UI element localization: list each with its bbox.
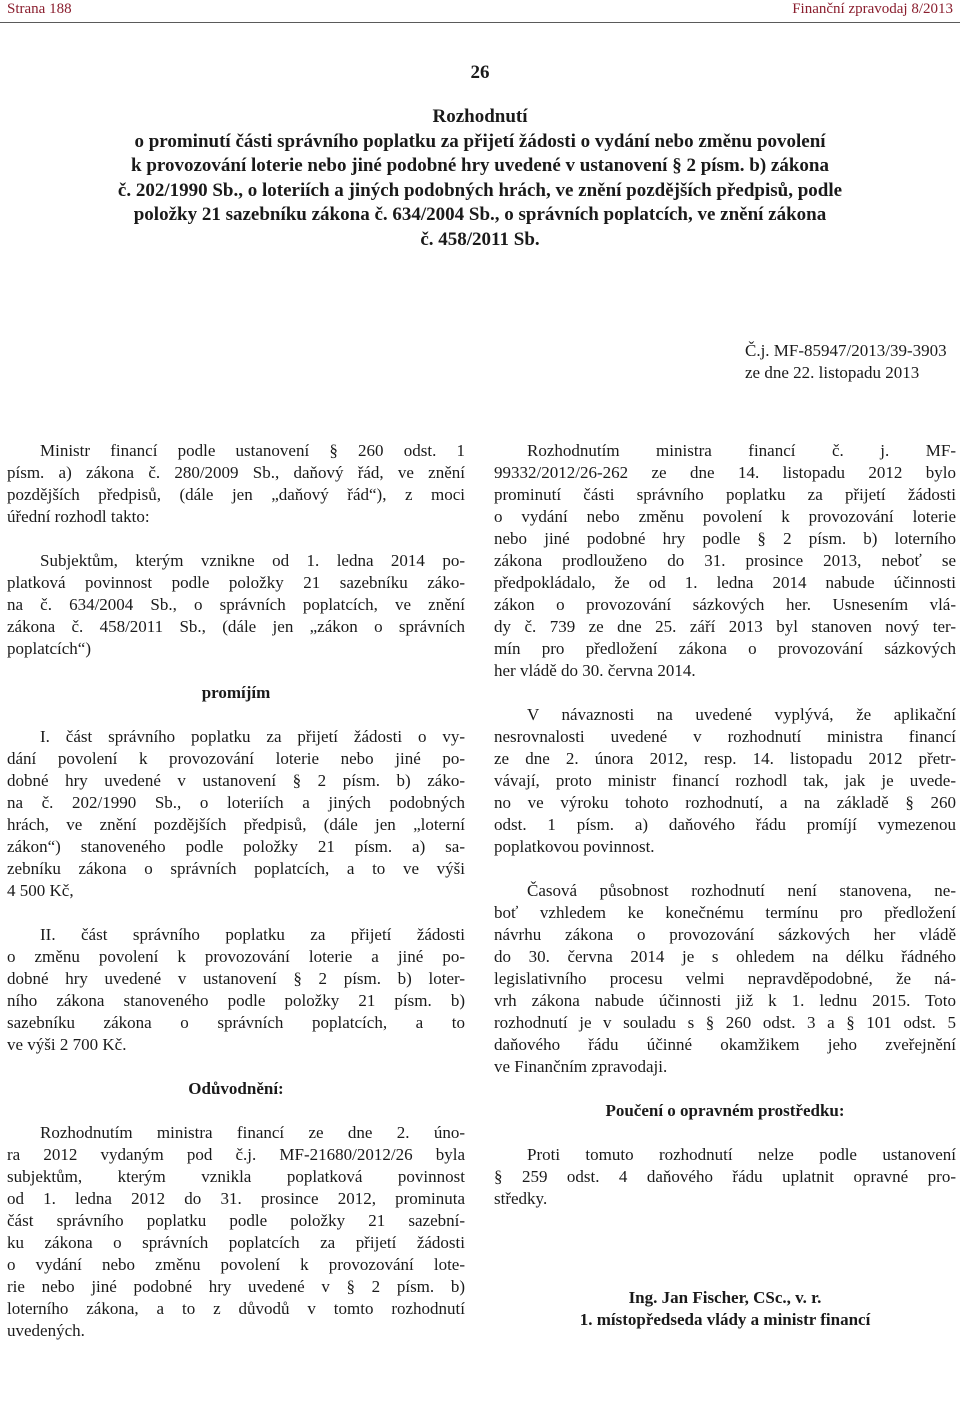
- text-line: ve výši 2 700 Kč.: [7, 1035, 127, 1054]
- signature-title: 1. místopředseda vlády a ministr financí: [579, 1310, 871, 1329]
- text-line: § 259 odst. 4 daňového řádu uplatnit opravné pro-: [494, 1167, 956, 1186]
- continuation-paragraph: [494, 704, 956, 858]
- text-line: pozdějších předpisů, (dále jen „daňový řád“), z moci: [7, 485, 465, 504]
- text-line: 4 500 Kč,: [7, 881, 74, 900]
- text-line: návrhu zákona o provozování sázkových her vládě: [494, 925, 956, 944]
- page-header: [0, 0, 960, 23]
- text-line: předpokládalo, že od 1. ledna 2014 nabude účinnosti: [494, 573, 956, 592]
- text-line: nesrovnalosti uvedené v rozhodnutí ministra financí: [494, 727, 956, 746]
- text-line: zákon“) stanoveného podle položky 21 písm. a) sa-: [7, 837, 465, 856]
- text-line: dy č. 739 ze dne 25. září 2013 byl stanoven nový ter-: [494, 617, 956, 636]
- text-line: Subjektům, kterým vznikne od 1. ledna 2014 po-: [40, 551, 465, 570]
- text-line: Ministr financí podle ustanovení § 260 odst. 1: [40, 441, 465, 460]
- text-line: poplatkovou povinnost.: [494, 837, 655, 856]
- title-line: o prominutí části správního poplatku za přijetí žádosti o vydání nebo změnu povolení: [134, 130, 826, 152]
- text-line: boť vzhledem ke konečnému termínu pro předložení: [494, 903, 956, 922]
- text-line: nebo jiné podobné hry podle § 2 písm. b) loterního: [494, 529, 956, 548]
- reasoning-paragraph: [7, 1122, 465, 1342]
- text-line: I. část správního poplatku za přijetí žádosti o vy-: [40, 727, 465, 746]
- text-line: Proti tomuto rozhodnutí nelze podle ustanovení: [527, 1145, 956, 1164]
- text-line: uvedených.: [7, 1321, 85, 1340]
- text-line: Rozhodnutím ministra financí č. j. MF-: [527, 441, 956, 460]
- text-line: Rozhodnutím ministra financí ze dne 2. úno-: [40, 1123, 465, 1142]
- text-line: dobné hry uvedené v ustanovení § 2 písm. b) záko-: [7, 771, 465, 790]
- text-line: úřední rozhodl takto:: [7, 507, 150, 526]
- journal-title: Finanční zpravodaj 8/2013: [792, 1, 953, 17]
- text-line: 99332/2012/26-262 ze dne 14. listopadu 2012 bylo: [494, 463, 956, 482]
- signature-name: Ing. Jan Fischer, CSc., v. r.: [628, 1288, 822, 1307]
- text-line: o vydání nebo změnu povolení k provozování lote-: [7, 1255, 465, 1274]
- text-line: středky.: [494, 1189, 548, 1208]
- text-line: vávají, proto ministr financí rozhodl tak, jak je uvede-: [494, 771, 956, 790]
- page-number-label: Strana 188: [7, 1, 72, 17]
- text-line: poplatcích“): [7, 639, 92, 658]
- validity-paragraph: [494, 880, 956, 1078]
- item-2-paragraph: [7, 924, 465, 1056]
- appeal-paragraph: [494, 1144, 956, 1210]
- history-paragraph: [494, 440, 956, 682]
- text-line: o změnu povolení k provozování loterie a jiné po-: [7, 947, 465, 966]
- text-line: dobné hry uvedené v ustanovení § 2 písm. b) loter-: [7, 969, 465, 988]
- text-line: V návaznosti na uvedené vyplývá, že aplikační: [527, 705, 956, 724]
- left-column: [7, 440, 465, 1342]
- title-line: položky 21 sazebníku zákona č. 634/2004 Sb., o správních poplatcích, ve znění zákona: [133, 204, 827, 225]
- reasoning-heading: Odůvodnění:: [188, 1079, 284, 1098]
- text-line: II. část správního poplatku za přijetí žádosti: [40, 925, 465, 944]
- text-line: do 30. června 2014 je s ohledem na délku řádného: [494, 947, 956, 966]
- text-line: dání povolení k provozování loterie nebo jiné po-: [7, 749, 465, 768]
- text-line: ze dne 2. února 2012, resp. 14. listopadu 2012 přetr-: [494, 749, 956, 768]
- text-line: her vládě do 30. června 2014.: [494, 661, 696, 680]
- text-line: od 1. ledna 2012 do 31. prosince 2012, prominuta: [7, 1189, 465, 1208]
- text-line: zákona prodlouženo do 31. prosince 2013, neboť se: [494, 551, 956, 570]
- signature-block: [494, 1287, 956, 1331]
- text-line: ra 2012 vydaným pod č.j. MF-21680/2012/26 byla: [7, 1145, 465, 1164]
- text-line: na č. 202/1990 Sb., o loteriích a jiných podobných: [7, 793, 465, 812]
- text-line: Časová působnost rozhodnutí není stanovena, ne-: [527, 881, 956, 900]
- text-line: vrh zákona nabude účinnosti již k 1. lednu 2015. Toto: [494, 991, 956, 1010]
- text-line: hrách, ve znění pozdějších předpisů, (dále jen „loterní: [7, 815, 465, 834]
- text-line: daňového řádu účinné okamžikem jeho zveřejnění: [494, 1035, 956, 1054]
- title-line: č. 202/1990 Sb., o loteriích a jiných podobných hrách, ve znění pozdějších předpisů, podle: [117, 179, 843, 201]
- intro-paragraph: [7, 440, 465, 528]
- text-line: zebníku zákona o správních poplatcích, a to ve výši: [7, 859, 465, 878]
- title-line: č. 458/2011 Sb.: [420, 228, 540, 250]
- reference-line: Č.j. MF-85947/2013/39-3903: [745, 341, 947, 360]
- text-line: mín pro předložení zákona o provozování sázkových: [494, 639, 956, 658]
- text-line: písm. a) zákona č. 280/2009 Sb., daňový řád, ve znění: [7, 463, 465, 482]
- appeal-heading: Poučení o opravném prostředku:: [605, 1101, 845, 1120]
- text-line: zákona č. 458/2011 Sb., (dále jen „zákon o správních: [7, 617, 465, 636]
- text-line: ního zákona stanoveného podle položky 21 písm. b): [7, 991, 465, 1010]
- text-line: část správního poplatku podle položky 21 sazební-: [7, 1211, 465, 1230]
- right-column: [494, 440, 956, 1331]
- text-line: rie nebo jiné podobné hry uvedené v § 2 písm. b): [7, 1277, 465, 1296]
- subject-paragraph: [7, 550, 465, 660]
- text-line: odst. 1 písm. a) daňového řádu promíjí vymezenou: [494, 815, 956, 834]
- document-title: [20, 105, 940, 252]
- title-line: k provozování loterie nebo jiné podobné hry uvedené v ustanovení § 2 písm. b) zákona: [131, 155, 829, 176]
- text-line: na č. 634/2004 Sb., o správních poplatcích, ve znění: [7, 595, 465, 614]
- document-number: 26: [470, 62, 490, 83]
- text-line: legislativního procesu velmi nepravděpodobné, že ná-: [494, 969, 956, 988]
- reference-date: ze dne 22. listopadu 2013: [745, 363, 920, 382]
- text-line: o vydání nebo změnu povolení k provozování loterie: [494, 507, 956, 526]
- text-line: ve Finančním zpravodaji.: [494, 1057, 668, 1076]
- text-line: subjektům, kterým vznikla poplatková povinnost: [7, 1167, 465, 1186]
- text-line: platková povinnost podle položky 21 sazebníku záko-: [7, 573, 465, 592]
- text-line: sazebníku zákona o správních poplatcích, a to: [7, 1013, 465, 1032]
- text-line: rozhodnutí je v souladu s § 260 odst. 3 a § 101 odst. 5: [494, 1013, 956, 1032]
- text-line: prominutí části správního poplatku za přijetí žádosti: [494, 485, 956, 504]
- text-line: loterního zákona, a to z důvodů v tomto rozhodnutí: [7, 1299, 465, 1318]
- text-line: zákon o provozování sázkových her. Usnesením vlá-: [494, 595, 956, 614]
- text-line: ku zákona o správních poplatcích za přijetí žádosti: [7, 1233, 465, 1252]
- reference-number: [745, 340, 947, 384]
- verdict-heading: promíjím: [201, 683, 271, 702]
- title-line: Rozhodnutí: [432, 106, 528, 127]
- item-1-paragraph: [7, 726, 465, 902]
- text-line: no ve výroku tohoto rozhodnutí, a na základě § 260: [494, 793, 956, 812]
